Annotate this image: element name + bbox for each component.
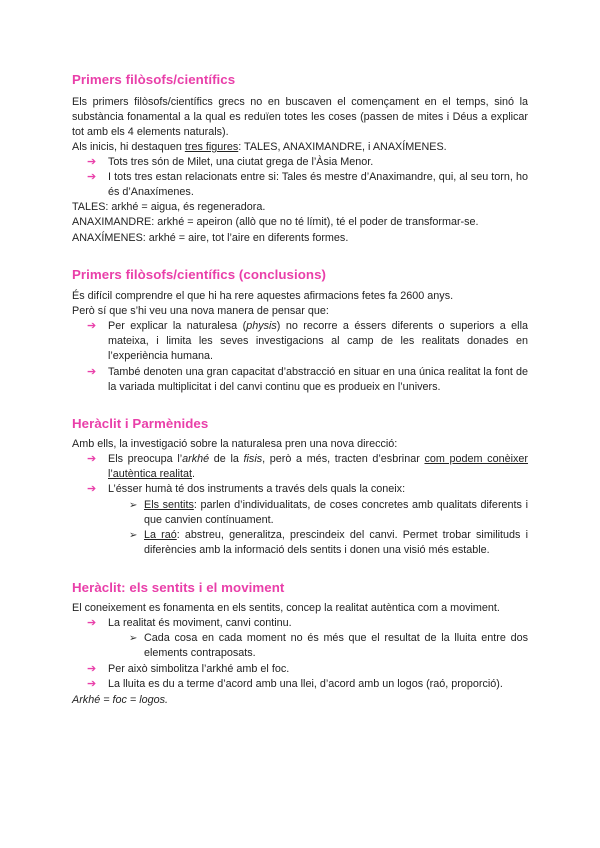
arrow-bullet-icon: ➔ [87,663,97,675]
triangle-bullet-icon: ➢ [129,633,138,644]
section-title-conclusions: Primers filòsofs/científics (conclusions) [72,267,327,282]
section-title-sentits-moviment: Heràclit: els sentits i el moviment [72,580,285,595]
arrow-bullet-icon: ➔ [87,366,97,378]
arrow-bullet-icon: ➔ [87,678,97,690]
line-tales: TALES: arkhé = aigua, és regeneradora. [72,201,266,213]
line-coneixement: El coneixement es fonamenta en els sentits, concep la realitat autèntica com a moviment. [72,602,500,614]
bullet-naturalesa: Per explicar la naturalesa (physis) no recorre a éssers diferents o superiors a ella mateixa, i limita les seves investigacions al camp de les realitats donades en l’experiència humana. [108,320,528,363]
bullet-instruments: L’ésser humà té dos instruments a través dels quals la coneix: [108,483,406,495]
line-anaximandre: ANAXIMANDRE: arkhé = apeiron (allò que no té límit), té el poder de transformar-se. [72,216,479,228]
bullet-arkhe-fisis: Els preocupa l’arkhé de la fisis, però a més, tracten d’esbrinar com podem conèixer l’autèntica realitat. [108,453,528,481]
line-amb-ells: Amb ells, la investigació sobre la naturalesa pren una nova direcció: [72,438,398,450]
subbullet-lluita: Cada cosa en cada moment no és més que el resultat de la lluita entre dos elements contraposats. [144,632,528,660]
triangle-bullet-icon: ➢ [129,500,138,511]
arrow-bullet-icon: ➔ [87,617,97,629]
line-figures: Als inicis, hi destaquen tres figures: TALES, ANAXIMANDRE, i ANAXÍMENES. [72,141,447,153]
triangle-bullet-icon: ➢ [129,530,138,541]
bullet-moviment: La realitat és moviment, canvi continu. [108,617,292,629]
bullet-llei-logos: La lluita es du a terme d’acord amb una llei, d’acord amb un logos (raó, proporció). [108,678,503,690]
arrow-bullet-icon: ➔ [87,156,97,168]
section-title-heraclit-parmenides: Heràclit i Parmènides [72,416,209,431]
arrow-bullet-icon: ➔ [87,483,97,495]
line-arkhe-foc-logos: Arkhé = foc = logos. [72,694,169,706]
section-title-primers: Primers filòsofs/científics [72,72,236,87]
paragraph-intro: Els primers filòsofs/científics grecs no en buscaven el començament en el temps, sinó la substància fonamental a la qual es reduïen totes les coses (passen de mites i Déus a explicar tot amb els 4 elements naturals). [72,96,528,139]
arrow-bullet-icon: ➔ [87,171,97,183]
bullet-relacionats: I tots tres estan relacionats entre si: Tales és mestre d’Anaximandre, qui, al seu torn, ho és d’Anaxímenes. [108,171,528,199]
arrow-bullet-icon: ➔ [87,320,97,332]
arrow-bullet-icon: ➔ [87,453,97,465]
line-dificil: És difícil comprendre el que hi ha rere aquestes afirmacions fetes fa 2600 anys. [72,290,454,302]
line-nova-manera: Però sí que s’hi veu una nova manera de pensar que: [72,305,329,317]
bullet-foc: Per això simbolitza l’arkhé amb el foc. [108,663,290,675]
bullet-milet: Tots tres són de Milet, una ciutat grega de l’Àsia Menor. [108,156,374,168]
subbullet-sentits: Els sentits: parlen d’individualitats, de coses concretes amb qualitats diferents i que canvien contínuament. [144,499,528,527]
bullet-abstraccio: També denoten una gran capacitat d’abstracció en situar en una única realitat la font de la variada multiplicitat i del canvi continu que es produeix en l’univers. [108,366,528,394]
line-anaximenes: ANAXÍMENES: arkhé = aire, tot l’aire en diferents formes. [72,232,349,244]
subbullet-rao: La raó: abstreu, generalitza, prescindeix del canvi. Permet trobar similituds i diferències amb la informació dels sentits i donen una visió més estable. [144,529,528,557]
